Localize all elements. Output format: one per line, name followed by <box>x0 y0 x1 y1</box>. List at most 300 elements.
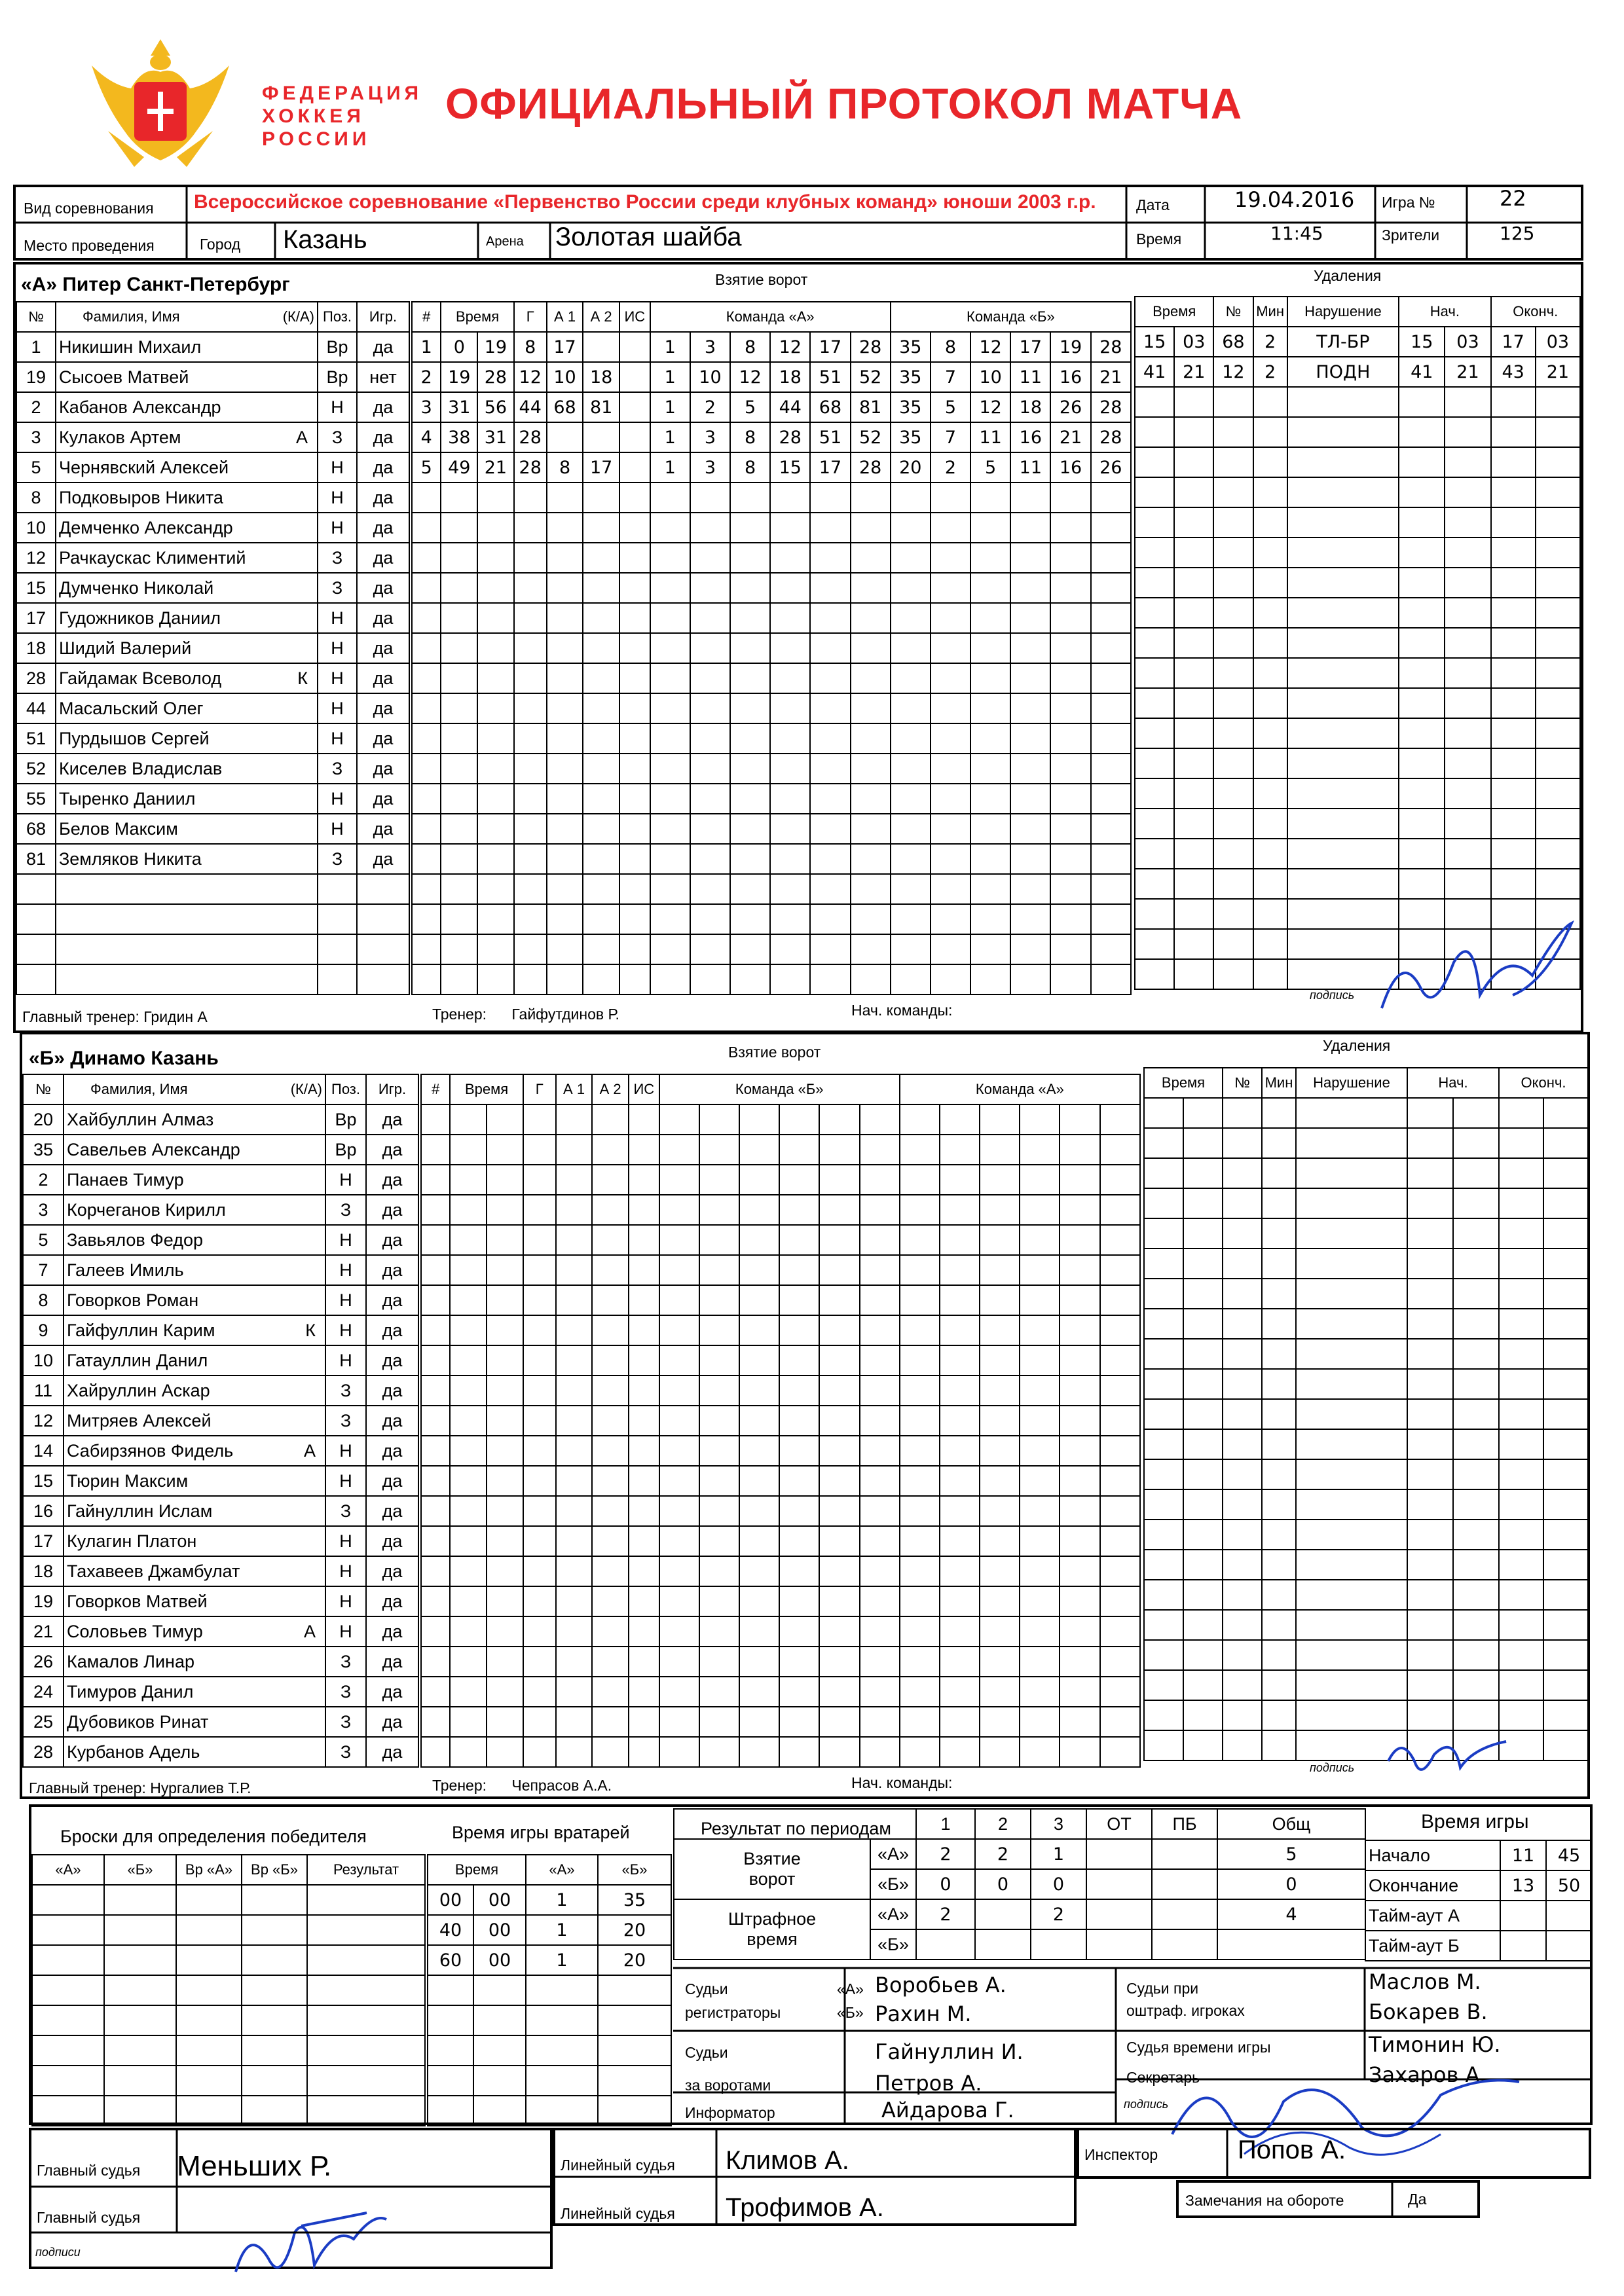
goal-second <box>477 483 514 513</box>
on-ice-second <box>970 483 1010 513</box>
penalty-start-second <box>1445 748 1490 778</box>
penalty-minutes <box>1262 1128 1296 1158</box>
on-ice-second <box>1010 874 1050 904</box>
on-ice-second <box>1010 844 1050 874</box>
goal-row <box>421 1135 1140 1165</box>
on-ice-second <box>1010 693 1050 723</box>
penalty-end-second <box>1536 718 1580 748</box>
on-ice-first <box>739 1376 779 1406</box>
on-ice-first <box>851 723 891 754</box>
on-ice-first <box>810 874 850 904</box>
penalty-minutes <box>1253 417 1287 447</box>
goalie-time-title: Время игры вратарей <box>452 1823 630 1842</box>
player-position: З <box>325 1496 366 1526</box>
on-ice-second: 16 <box>1050 452 1090 483</box>
on-ice-first: 51 <box>810 422 850 452</box>
on-ice-second <box>970 723 1010 754</box>
penalty-minute <box>1135 568 1174 598</box>
end-hour: 13 <box>1500 1870 1546 1901</box>
col-goal-num: # <box>412 302 441 332</box>
roster-row <box>23 1707 418 1737</box>
penalty-row <box>1135 568 1580 598</box>
goal-minute: 31 <box>441 392 477 422</box>
on-ice-first: 12 <box>730 362 770 392</box>
roster-row <box>16 573 409 603</box>
on-ice-second <box>1091 964 1131 994</box>
on-ice-first <box>699 1195 739 1225</box>
penalty-minutes <box>1253 658 1287 688</box>
player-played: да <box>357 513 409 543</box>
on-ice-first <box>779 1285 819 1315</box>
goal-assist-2 <box>592 1225 629 1255</box>
penalty-end-second <box>1536 387 1580 417</box>
player-played: да <box>357 723 409 754</box>
goal-situation <box>629 1104 659 1135</box>
on-ice-second <box>1100 1526 1140 1556</box>
on-ice-first: 1 <box>650 422 690 452</box>
game-value: 22 <box>1500 186 1526 211</box>
penalty-row <box>1144 1369 1588 1399</box>
roster-row <box>23 1225 418 1255</box>
on-ice-first <box>860 1255 900 1285</box>
goal-second <box>487 1135 523 1165</box>
on-ice-first <box>699 1285 739 1315</box>
penalty-minutes <box>1262 1218 1296 1248</box>
player-number: 28 <box>16 663 56 693</box>
on-ice-first <box>659 1556 699 1586</box>
on-ice-first <box>810 693 850 723</box>
penalty-player <box>1213 477 1253 507</box>
penalty-minute <box>1144 1339 1183 1369</box>
player-number: 1 <box>16 332 56 362</box>
goal-minute <box>441 603 477 633</box>
on-ice-second <box>970 543 1010 573</box>
penalty-minutes <box>1262 1429 1296 1459</box>
penalty-end-second <box>1543 1459 1588 1489</box>
on-ice-second <box>940 1315 980 1345</box>
goal-number <box>421 1436 450 1466</box>
on-ice-second: 20 <box>891 452 931 483</box>
inspector-grid-lines <box>1077 2128 1591 2179</box>
spectators-value: 125 <box>1500 223 1535 244</box>
on-ice-first <box>659 1707 699 1737</box>
goalie-minute: 40 <box>428 1915 473 1945</box>
goal-scorer <box>514 663 547 693</box>
penalty-start-second <box>1453 1640 1499 1670</box>
on-ice-first <box>730 874 770 904</box>
goal-number <box>421 1285 450 1315</box>
on-ice-first: 8 <box>730 422 770 452</box>
goal-scorer <box>514 723 547 754</box>
penalty-end-minute <box>1499 1429 1543 1459</box>
goal-situation <box>629 1436 659 1466</box>
period-value: 4 <box>1217 1899 1365 1929</box>
period-col-2: 3 <box>1031 1809 1086 1839</box>
penalty-start-second <box>1445 387 1490 417</box>
on-ice-second <box>900 1406 940 1436</box>
on-ice-first <box>730 754 770 784</box>
on-ice-first <box>819 1406 859 1436</box>
penalty-player <box>1213 869 1253 899</box>
penalty-second <box>1183 1550 1223 1580</box>
on-ice-first <box>819 1707 859 1737</box>
penalty-end-second <box>1536 778 1580 809</box>
on-ice-second <box>940 1345 980 1376</box>
on-ice-second <box>1010 754 1050 784</box>
on-ice-first: 12 <box>770 332 810 362</box>
team-a-penalties-header: Удаления <box>1314 267 1382 284</box>
on-ice-second <box>900 1616 940 1647</box>
on-ice-second: 28 <box>1091 422 1131 452</box>
goal-row <box>412 964 1131 994</box>
roster-row <box>23 1586 418 1616</box>
on-ice-first <box>819 1737 859 1767</box>
player-name: Курбанов Адель <box>64 1737 325 1767</box>
penalty-row <box>1135 748 1580 778</box>
on-ice-first <box>819 1285 859 1315</box>
on-ice-second <box>931 814 970 844</box>
on-ice-first <box>851 904 891 934</box>
col-goal-time: Время <box>441 302 513 332</box>
on-ice-second <box>1050 723 1090 754</box>
penalty-player <box>1223 1218 1262 1248</box>
on-ice-second <box>931 663 970 693</box>
on-ice-second <box>1100 1315 1140 1345</box>
penalty-end-second <box>1543 1489 1588 1520</box>
team-a-penalties-table <box>1134 296 1581 990</box>
penalty-minute <box>1135 387 1174 417</box>
goal-assist-1 <box>556 1406 593 1436</box>
player-position: Н <box>318 603 357 633</box>
goal-assist-1 <box>547 603 583 633</box>
goal-assist-1 <box>547 663 583 693</box>
on-ice-second <box>1100 1616 1140 1647</box>
goal-scorer <box>523 1255 556 1285</box>
on-ice-first <box>730 723 770 754</box>
on-ice-first <box>690 874 730 904</box>
goal-situation <box>619 934 650 964</box>
on-ice-second <box>1060 1556 1099 1586</box>
on-ice-first <box>690 844 730 874</box>
on-ice-first <box>699 1406 739 1436</box>
penalty-end-minute <box>1499 1248 1543 1279</box>
goal-assist-1: 8 <box>547 452 583 483</box>
timeout-a-label: Тайм-аут А <box>1365 1901 1500 1931</box>
on-ice-first <box>770 784 810 814</box>
period-value: 2 <box>1031 1899 1086 1929</box>
on-ice-second <box>900 1135 940 1165</box>
player-played: да <box>357 844 409 874</box>
end-label: Окончание <box>1365 1870 1500 1901</box>
col-goal-scorer: Г <box>514 302 547 332</box>
goal-second: 19 <box>477 332 514 362</box>
on-ice-second <box>1100 1436 1140 1466</box>
penalty-minute <box>1135 538 1174 568</box>
player-name: Завьялов Федор <box>64 1225 325 1255</box>
on-ice-first <box>819 1165 859 1195</box>
on-ice-first <box>860 1526 900 1556</box>
on-ice-first <box>860 1376 900 1406</box>
penalty-minute <box>1135 507 1174 538</box>
on-ice-second <box>980 1707 1020 1737</box>
goal-assist-1 <box>556 1556 593 1586</box>
player-number: 17 <box>16 603 56 633</box>
on-ice-first <box>699 1135 739 1165</box>
player-number: 2 <box>16 392 56 422</box>
penalty-second <box>1183 1218 1223 1248</box>
start-minute: 45 <box>1546 1840 1592 1870</box>
penalty-start-second <box>1445 477 1490 507</box>
secretary-name: Захаров А. <box>1369 2062 1486 2087</box>
penalty-second <box>1183 1158 1223 1188</box>
on-ice-first: 5 <box>730 392 770 422</box>
venue-label: Место проведения <box>24 237 155 254</box>
goal-judge-label: Судьи за воротами <box>685 2044 771 2094</box>
on-ice-second <box>940 1677 980 1707</box>
penalty-start-minute <box>1407 1309 1453 1339</box>
goal-assist-2 <box>583 483 619 513</box>
on-ice-first <box>699 1376 739 1406</box>
roster-row <box>16 633 409 663</box>
penalty-row <box>1135 387 1580 417</box>
on-ice-first <box>650 663 690 693</box>
shootout-col-2: Вр «А» <box>176 1855 242 1885</box>
penalty-violation <box>1296 1489 1407 1520</box>
player-number: 17 <box>23 1526 64 1556</box>
on-ice-first <box>810 964 850 994</box>
on-ice-first <box>690 663 730 693</box>
col-on-ice-first: Команда «Б» <box>659 1074 900 1104</box>
roster-row <box>23 1677 418 1707</box>
on-ice-second <box>1091 784 1131 814</box>
on-ice-second <box>1091 874 1131 904</box>
penalty-second <box>1174 417 1213 447</box>
on-ice-second <box>900 1345 940 1376</box>
player-position: Н <box>325 1586 366 1616</box>
penalty-end-second: 03 <box>1536 327 1580 357</box>
player-position: Н <box>325 1285 366 1315</box>
penalty-start-second <box>1453 1279 1499 1309</box>
on-ice-second: 2 <box>931 452 970 483</box>
goalie-col-time: Время <box>428 1855 526 1885</box>
on-ice-first: 81 <box>851 392 891 422</box>
col-play: Игр. <box>357 302 409 332</box>
on-ice-first: 3 <box>690 332 730 362</box>
on-ice-second <box>1100 1737 1140 1767</box>
on-ice-second <box>931 784 970 814</box>
on-ice-second <box>931 934 970 964</box>
penalty-start-second <box>1453 1550 1499 1580</box>
penalty-end-second <box>1543 1700 1588 1730</box>
penalty-end-second <box>1543 1279 1588 1309</box>
penalty-row <box>1135 628 1580 658</box>
on-ice-second <box>1100 1707 1140 1737</box>
penalty-end-minute <box>1491 417 1536 447</box>
col-assist-2: А 2 <box>592 1074 629 1104</box>
on-ice-second <box>970 754 1010 784</box>
goal-minute <box>450 1677 487 1707</box>
secretary-label: Секретарь <box>1126 2069 1200 2086</box>
penalty-start-minute <box>1407 1520 1453 1550</box>
period-value: 0 <box>916 1869 975 1899</box>
date-label: Дата <box>1136 196 1170 213</box>
player-position: З <box>325 1677 366 1707</box>
penalty-start-minute <box>1407 1128 1453 1158</box>
penalty-player <box>1223 1520 1262 1550</box>
player-number: 10 <box>16 513 56 543</box>
goal-situation <box>619 693 650 723</box>
on-ice-first <box>739 1315 779 1345</box>
on-ice-first <box>810 543 850 573</box>
goal-assist-2 <box>592 1165 629 1195</box>
penalty-minute <box>1135 809 1174 839</box>
penalty-end-second <box>1536 688 1580 718</box>
on-ice-first <box>739 1195 779 1225</box>
goal-situation <box>619 874 650 904</box>
penalty-player <box>1213 387 1253 417</box>
penalty-violation <box>1296 1670 1407 1700</box>
on-ice-first <box>739 1496 779 1526</box>
player-played: да <box>366 1526 418 1556</box>
timeout-b-label: Тайм-аут Б <box>1365 1931 1500 1961</box>
penalty-minutes <box>1262 1580 1296 1610</box>
roster-row <box>16 513 409 543</box>
goal-scorer <box>514 483 547 513</box>
on-ice-first <box>699 1315 739 1345</box>
penalty-second <box>1174 718 1213 748</box>
player-played: нет <box>357 362 409 392</box>
on-ice-second <box>940 1647 980 1677</box>
penalty-end-minute <box>1499 1670 1543 1700</box>
goal-minute <box>450 1165 487 1195</box>
on-ice-first <box>739 1135 779 1165</box>
game-time-title: Время игры <box>1421 1811 1529 1832</box>
roster-row <box>16 543 409 573</box>
player-number: 7 <box>23 1255 64 1285</box>
goal-situation <box>629 1406 659 1436</box>
penalty-start-minute <box>1399 387 1445 417</box>
goal-assist-1 <box>556 1496 593 1526</box>
on-ice-second <box>1091 663 1131 693</box>
goal-scorer <box>523 1165 556 1195</box>
col-goal-num: # <box>421 1074 450 1104</box>
goal-number <box>421 1345 450 1376</box>
player-number: 21 <box>23 1616 64 1647</box>
goal-scorer: 28 <box>514 452 547 483</box>
goal-minute <box>441 874 477 904</box>
goal-second <box>487 1165 523 1195</box>
goal-row <box>412 573 1131 603</box>
penalty-minutes <box>1262 1158 1296 1188</box>
penalty-player <box>1223 1098 1262 1128</box>
penalty-start-minute <box>1399 568 1445 598</box>
goal-situation <box>619 362 650 392</box>
goal-second <box>487 1707 523 1737</box>
penalty-row <box>1144 1580 1588 1610</box>
player-number: 18 <box>16 633 56 663</box>
penalty-player <box>1223 1158 1262 1188</box>
roster-row <box>23 1406 418 1436</box>
penalty-violation <box>1287 718 1399 748</box>
on-ice-first <box>690 633 730 663</box>
penalty-violation <box>1287 869 1399 899</box>
penalty-start-second <box>1445 778 1490 809</box>
goal-assist-1 <box>547 874 583 904</box>
on-ice-second <box>1020 1616 1060 1647</box>
goal-second <box>487 1496 523 1526</box>
penalty-end-minute <box>1499 1128 1543 1158</box>
goal-scorer <box>514 874 547 904</box>
roster-row <box>16 934 409 964</box>
on-ice-second: 12 <box>970 392 1010 422</box>
linesman-1-name: Климов А. <box>726 2146 849 2175</box>
penalty-start-minute <box>1399 809 1445 839</box>
on-ice-first: 3 <box>690 452 730 483</box>
player-position: З <box>325 1195 366 1225</box>
on-ice-first <box>659 1647 699 1677</box>
penalty-violation <box>1296 1158 1407 1188</box>
player-number: 28 <box>23 1737 64 1767</box>
on-ice-second <box>1100 1104 1140 1135</box>
penalty-end-minute <box>1491 538 1536 568</box>
on-ice-first <box>819 1436 859 1466</box>
on-ice-first <box>810 784 850 814</box>
goal-assist-1 <box>556 1315 593 1345</box>
on-ice-first <box>699 1586 739 1616</box>
goal-second <box>487 1225 523 1255</box>
penalty-row <box>1144 1248 1588 1279</box>
penalty-start-second <box>1445 598 1490 628</box>
penalty-end-minute <box>1499 1700 1543 1730</box>
penalty-second <box>1174 748 1213 778</box>
penalty-row <box>1144 1279 1588 1309</box>
player-position: Н <box>325 1436 366 1466</box>
goal-situation <box>619 964 650 994</box>
on-ice-first <box>819 1526 859 1556</box>
on-ice-second <box>1060 1376 1099 1406</box>
player-name: Гудожников Даниил <box>56 603 318 633</box>
on-ice-first <box>659 1526 699 1556</box>
penalty-row <box>1135 598 1580 628</box>
on-ice-first <box>690 964 730 994</box>
goal-row <box>421 1647 1140 1677</box>
competition-value: Всероссийское соревнование «Первенство России среди клубных команд» юноши 2003 г.р. <box>194 191 1096 213</box>
goalie-second: 00 <box>473 1885 526 1915</box>
on-ice-second <box>900 1677 940 1707</box>
penalty-end-minute <box>1491 688 1536 718</box>
on-ice-first <box>659 1255 699 1285</box>
roster-row <box>23 1647 418 1677</box>
player-position: Н <box>325 1255 366 1285</box>
on-ice-second <box>1050 693 1090 723</box>
penalty-second <box>1183 1640 1223 1670</box>
penalty-end-minute <box>1491 658 1536 688</box>
penalty-end-minute <box>1499 1550 1543 1580</box>
roster-row <box>23 1616 418 1647</box>
penalty-player <box>1223 1550 1262 1580</box>
penalty-start-minute <box>1399 628 1445 658</box>
player-position: Н <box>325 1466 366 1496</box>
on-ice-first <box>779 1647 819 1677</box>
on-ice-second <box>980 1345 1020 1376</box>
roster-row <box>23 1255 418 1285</box>
goal-row <box>412 513 1131 543</box>
player-number: 5 <box>16 452 56 483</box>
goal-number: 3 <box>412 392 441 422</box>
on-ice-first <box>699 1255 739 1285</box>
on-ice-second <box>1050 964 1090 994</box>
goalie-a: 1 <box>526 1945 598 1975</box>
